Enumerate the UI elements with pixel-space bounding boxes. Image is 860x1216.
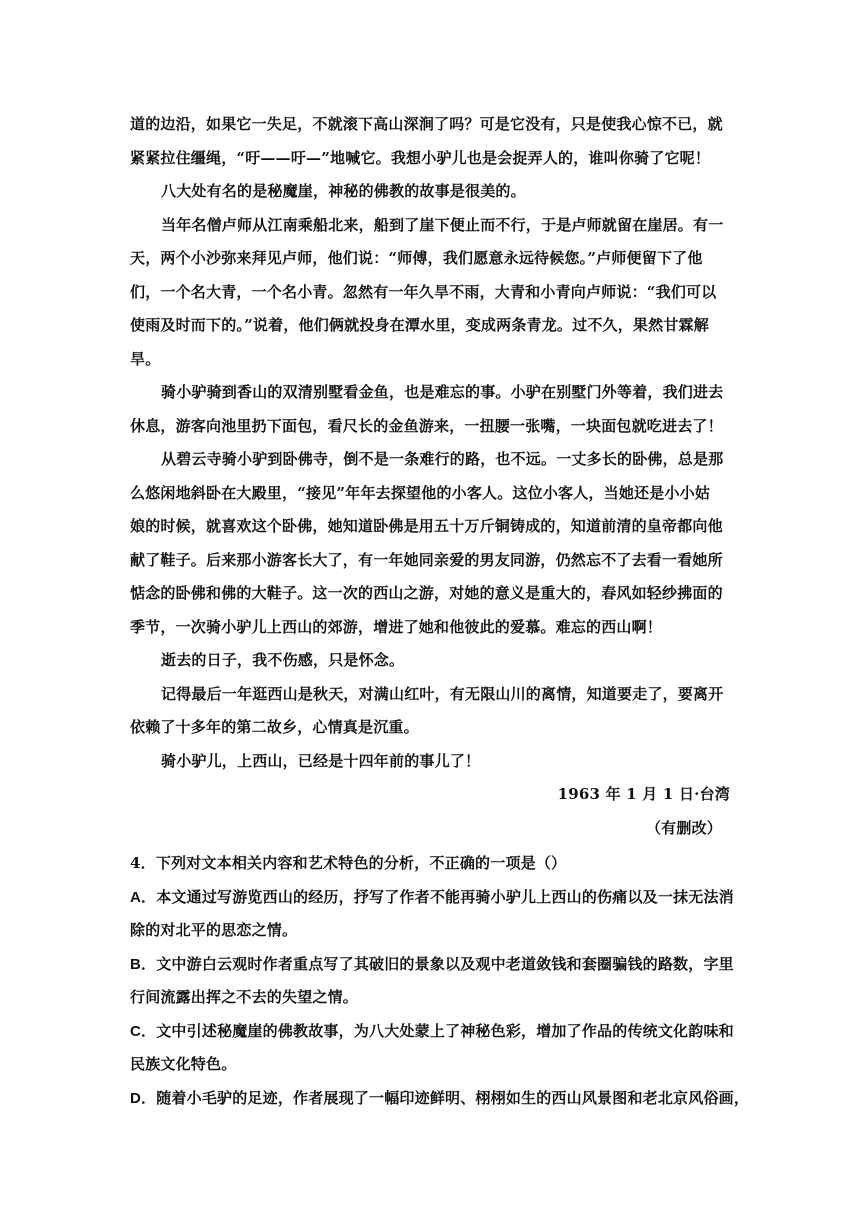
passage [130,108,730,778]
option-letter: C． [130,1022,157,1040]
passage-date: 1963 年 1 月 1 日·台湾 [557,785,730,803]
passage-line: 依赖了十多年的第二故乡，心情真是沉重。 [130,718,419,736]
passage-line: 从碧云寺骑小驴到卧佛寺，倒不是一条难行的路，也不远。一丈多长的卧佛，总是那 [161,450,724,468]
option-d [130,1082,750,1116]
passage-line: 旱。 [130,349,161,368]
option-text: 民族文化特色。 [130,1055,237,1073]
option-text: 文中游白云观时作者重点写了其破旧的景象以及观中老道敛钱和套圈骗钱的路数，字里 [156,954,734,973]
option-a [130,881,734,948]
option-text: 行间流露出挥之不去的失望之情。 [130,988,359,1006]
option-text: 文中引述秘魔崖的佛教故事，为八大处蒙上了神秘色彩，增加了作品的传统文化韵味和 [156,1021,734,1040]
passage-line: 八大处有名的是秘魔崖，神秘的佛教的故事是很美的。 [161,182,526,200]
option-letter: A． [130,888,157,906]
passage-line: 道的边沿，如果它一失足，不就滚下高山深涧了吗？可是它没有，只是使我心惊不已，就 [130,115,723,133]
option-line [130,981,730,1015]
option-line [130,881,734,915]
option-text: 除的对北平的思恋之情。 [130,921,298,939]
document-page [130,108,750,1115]
passage-line: 娘的时候，就喜欢这个卧佛，她知道卧佛是用五十万斤铜铸成的，知道前清的皇帝都向他 [130,517,723,535]
passage-line: 紧紧拉住缰绳，“吁——吁—”地喊它。我想小驴儿也是会捉弄人的，谁叫你骑了它呢！ [130,148,711,167]
passage-line: 使雨及时而下的。”说着，他们俩就投身在潭水里，变成两条青龙。过不久，果然甘霖解 [130,316,709,334]
passage-line: 季节，一次骑小驴儿上西山的郊游，增进了她和他彼此的爱慕。难忘的西山啊！ [130,617,663,636]
passage-line: 惦念的卧佛和佛的大鞋子。这一次的西山之游，对她的意义是重大的，春风如轻纱拂面的 [130,584,723,602]
option-line [130,1048,730,1082]
question-stem: 4．下列对文本相关内容和艺术特色的分析，不正确的一项是（） [130,854,567,872]
option-line [130,948,734,982]
option-letter: B． [130,955,157,973]
option-c [130,1015,734,1082]
passage-line: 献了鞋子。后来那小游客长大了，有一年她同亲爱的男友同游，仍然忘不了去看一看她所 [130,550,723,569]
option-text: 随着小毛驴的足迹，作者展现了一幅印迹鲜明、栩栩如生的西山风景图和老北京风俗画， [156,1088,750,1107]
passage-line: 逝去的日子，我不伤感，只是怀念。 [161,651,405,669]
option-letter: D． [130,1089,157,1107]
passage-line: 天，两个小沙弥来拜见卢师，他们说：“师傅，我们愿意永远待候您。”卢师便留下了他 [130,249,703,267]
question-options [130,881,750,1116]
passage-line: 休息，游客向池里扔下面包，看尺长的金鱼游来，一扭腰一张嘴，一块面包就吃进去了！ [130,416,723,435]
option-line [130,1082,750,1116]
option-line [130,1015,734,1049]
passage-line: 记得最后一年逛西山是秋天，对满山红叶，有无限山川的离情，知道要走了，要离开 [161,684,724,703]
option-line [130,914,730,948]
option-text: 本文通过写游览西山的经历，抒写了作者不能再骑小驴儿上西山的伤痛以及一抹无法消 [156,887,734,906]
passage-line: 骑小驴儿，上西山，已经是十四年前的事儿了！ [161,751,481,770]
passage-line: 们，一个名大青，一个名小青。忽然有一年久旱不雨，大青和小青向卢师说：“我们可以 [130,282,717,301]
passage-source-note: （有删改） [645,818,722,837]
option-b [130,948,734,1015]
passage-line: 么悠闲地斜卧在大殿里，“接见”年年去探望他的小客人。这位小客人，当她还是小小姑 [130,483,711,502]
passage-line: 当年名僧卢师从江南乘船北来，船到了崖下便止而不行，于是卢师就留在崖居。有一 [161,215,724,234]
passage-line: 骑小驴骑到香山的双清别墅看金鱼，也是难忘的事。小驴在别墅门外等着，我们进去 [161,383,724,401]
